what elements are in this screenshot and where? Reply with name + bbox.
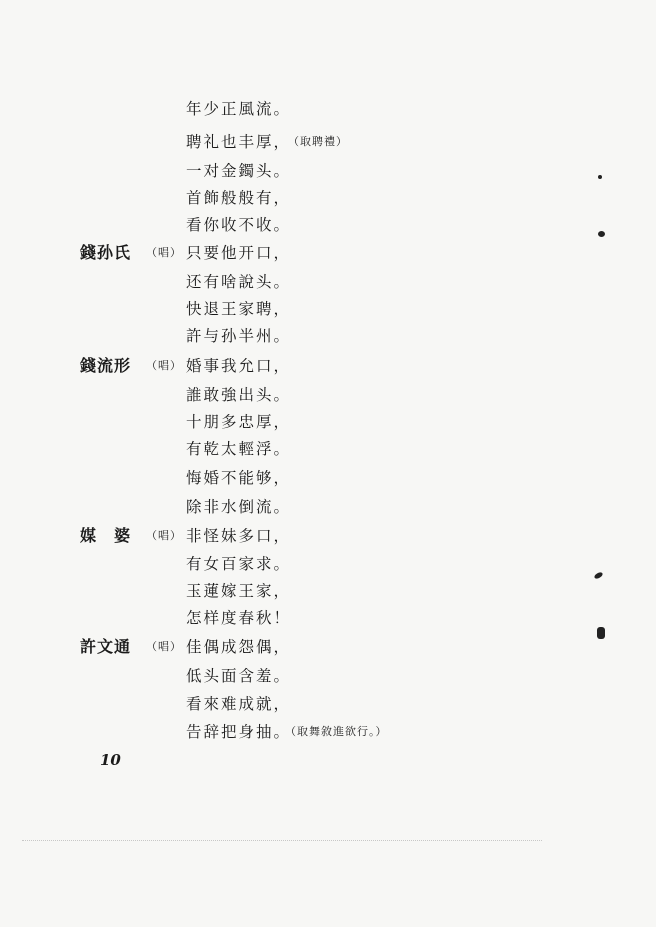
verse-text: 一对金鐲头。 [186, 162, 292, 180]
script-line [0, 550, 656, 578]
script-line [0, 604, 656, 632]
verse-text: 悔婚不能够， [186, 469, 292, 487]
verse-text: 婚事我允口， [186, 357, 292, 375]
sing-cue: （唱） [146, 246, 182, 259]
verse-text: 年少正風流。 [186, 100, 292, 118]
verse-text: 有乾太輕浮。 [186, 440, 292, 458]
script-line [0, 522, 656, 550]
scan-speck [598, 231, 605, 237]
script-line [0, 633, 656, 661]
script-line [0, 577, 656, 605]
stage-direction: （取聘禮） [288, 135, 348, 148]
script-line [0, 464, 656, 492]
verse-text: 快退王家聘， [186, 300, 292, 318]
verse-text: 十朋多忠厚， [186, 413, 292, 431]
speaker-name: 錢流形 [80, 356, 132, 375]
speaker-name: 錢孙氏 [80, 243, 132, 262]
script-line [0, 184, 656, 212]
script-line [0, 128, 656, 156]
verse-text: 怎样度春秋！ [186, 609, 292, 627]
script-line [0, 157, 656, 185]
verse-text: 还有啥說头。 [186, 273, 292, 291]
script-line [0, 322, 656, 350]
scan-speck [597, 627, 605, 639]
script-line [0, 239, 656, 267]
verse-text: 非怪妹多口， [186, 527, 292, 545]
script-line [0, 211, 656, 239]
page-number: 10 [100, 751, 121, 769]
script-line [0, 95, 656, 123]
speaker-name: 許文通 [80, 637, 132, 656]
verse-text: 除非水倒流。 [186, 498, 292, 516]
script-line [0, 493, 656, 521]
script-line [0, 408, 656, 436]
script-line [0, 435, 656, 463]
verse-text: 低头面含羞。 [186, 667, 292, 685]
verse-text: 許与孙半州。 [186, 327, 292, 345]
speaker-name: 媒 婆 [80, 526, 132, 545]
verse-text: 看你收不收。 [186, 216, 292, 234]
verse-text: 聘礼也丰厚， [186, 133, 292, 151]
verse-text: 看來难成就， [186, 695, 292, 713]
verse-text: 告辞把身抽。 [186, 723, 292, 741]
script-line [0, 268, 656, 296]
verse-text: 只要他开口， [186, 244, 292, 262]
script-line [0, 690, 656, 718]
script-line [0, 662, 656, 690]
verse-text: 玉蓮嫁王家， [186, 582, 292, 600]
sing-cue: （唱） [146, 359, 182, 372]
script-line [0, 381, 656, 409]
script-line [0, 295, 656, 323]
scan-speck [598, 175, 602, 179]
scan-noise [22, 840, 542, 849]
verse-text: 有女百家求。 [186, 555, 292, 573]
verse-text: 首飾般般有， [186, 189, 292, 207]
sing-cue: （唱） [146, 640, 182, 653]
sing-cue: （唱） [146, 529, 182, 542]
verse-text: 佳偶成怨偶， [186, 638, 292, 656]
verse-text: 誰敢強出头。 [186, 386, 292, 404]
script-line [0, 352, 656, 380]
script-line [0, 718, 656, 746]
stage-direction: （取舞敘進欲行。） [285, 725, 388, 738]
